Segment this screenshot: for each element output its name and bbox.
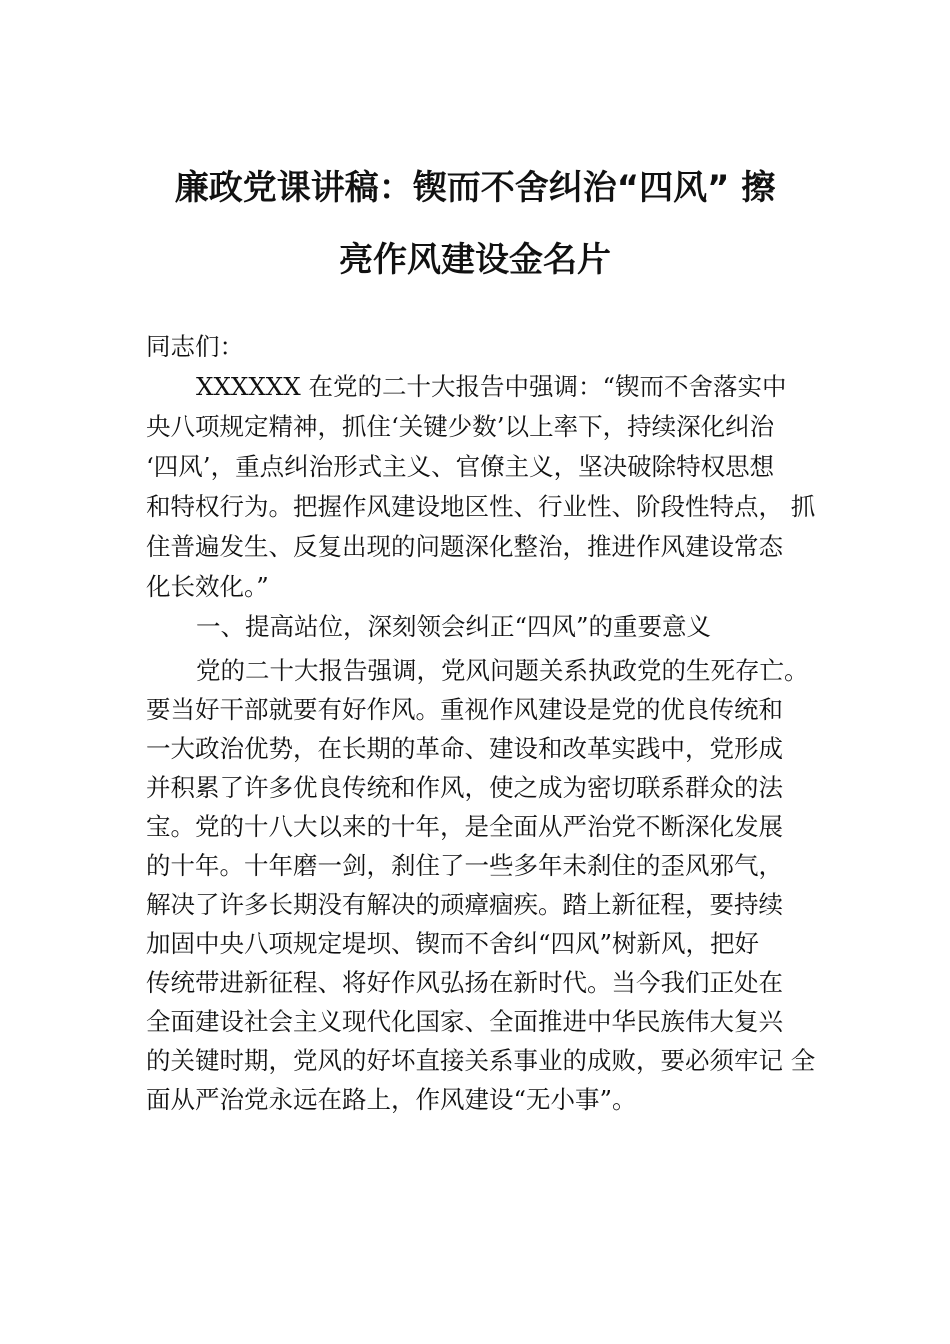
paragraph-line: 央八项规定精神，抓住‘关键少数’以上率下，持续深化纠治 [146, 412, 775, 441]
paragraph-line: 住普遍发生、反复出现的问题深化整治，推进作风建设常态 [146, 532, 783, 561]
paragraph-line: 全面建设社会主义现代化国家、全面推进中华民族伟大复兴 [146, 1007, 783, 1036]
paragraph-line: 和特权行为。把握作风建设地区性、行业性、阶段性特点， 抓 [146, 492, 816, 521]
paragraph-line: 宝。党的十八大以来的十年，是全面从严治党不断深化发展 [146, 812, 783, 841]
paragraph-line: 要当好干部就要有好作风。重视作风建设是党的优良传统和 [146, 695, 783, 724]
paragraph-line: 解决了许多长期没有解决的顽瘴痼疾。踏上新征程，要持续 [146, 890, 783, 919]
paragraph-line: ‘四风’，重点纠治形式主义、官僚主义，坚决破除特权思想 [146, 452, 775, 481]
paragraph-line: 一大政治优势，在长期的革命、建设和改革实践中，党形成 [146, 734, 783, 763]
paragraph-line: 面从严治党永远在路上，作风建设“无小事”。 [146, 1085, 637, 1114]
paragraph-line: 党的二十大报告强调，党风问题关系执政党的生死存亡。 [196, 656, 809, 685]
paragraph-line: 化长效化。” [146, 572, 269, 601]
paragraph-line: 并积累了许多优良传统和作风，使之成为密切联系群众的法 [146, 773, 783, 802]
document-title-line-2: 亮作风建设金名片 [339, 240, 611, 280]
paragraph-line: 的关键时期，党风的好坏直接关系事业的成败，要必须牢记 全 [146, 1046, 816, 1075]
paragraph-line: 的十年。十年磨一剑，刹住了一些多年未刹住的歪风邪气， [146, 851, 783, 880]
salutation: 同志们： [146, 332, 244, 361]
section-heading: 一、提高站位，深刻领会纠正“四风”的重要意义 [196, 612, 712, 641]
document-title-line-1: 廉政党课讲稿：锲而不舍纠治“四风” 擦 [174, 168, 776, 208]
paragraph-line: 传统带进新征程、将好作风弘扬在新时代。当今我们正处在 [146, 968, 783, 997]
paragraph-line: XXXXXX 在党的二十大报告中强调：“锲而不舍落实中 [196, 372, 787, 401]
paragraph-line: 加固中央八项规定堤坝、锲而不舍纠“四风”树新风，把好 [146, 929, 760, 958]
